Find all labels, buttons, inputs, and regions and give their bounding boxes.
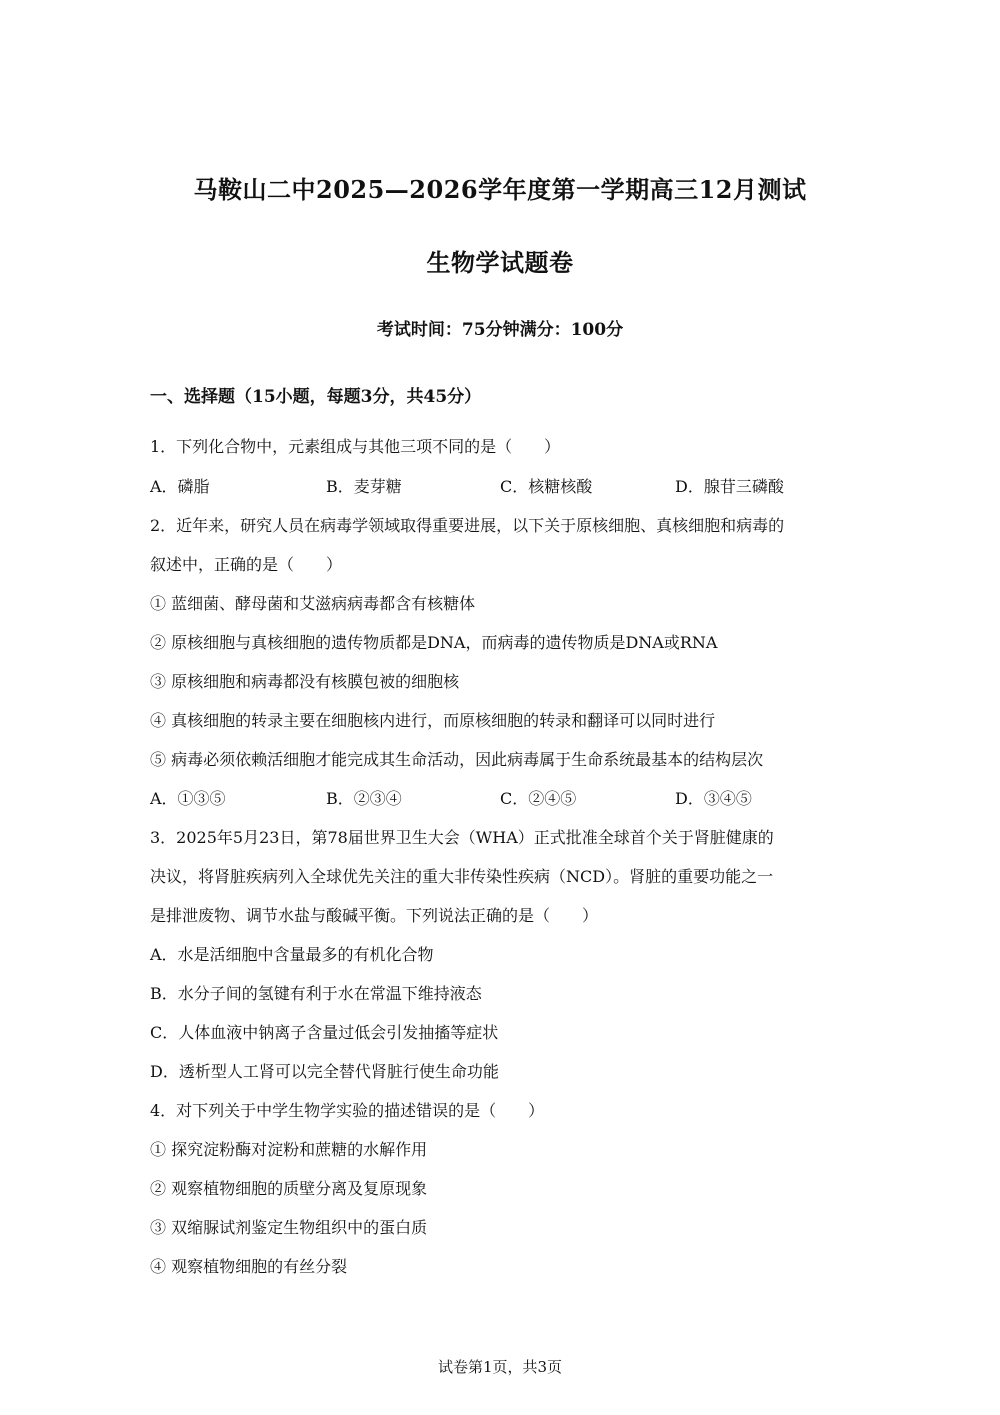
question-3-option-b: B．水分子间的氢键有利于水在常温下维持液态 (150, 984, 482, 1003)
question-2-stem-line-1: 2．近年来，研究人员在病毒学领域取得重要进展，以下关于原核细胞、真核细胞和病毒的 (150, 516, 785, 535)
question-4-statement-1: ① 探究淀粉酶对淀粉和蔗糖的水解作用 (150, 1140, 428, 1159)
question-4-statement-3: ③ 双缩脲试剂鉴定生物组织中的蛋白质 (150, 1218, 428, 1237)
question-4-stem: 4．对下列关于中学生物学实验的描述错误的是（ ） (150, 1101, 545, 1120)
option-c: C．核糖核酸 (500, 477, 593, 496)
page-footer: 试卷第1页，共3页 (437, 1358, 563, 1376)
question-2-options (150, 788, 860, 810)
question-3-option-a: A．水是活细胞中含量最多的有机化合物 (150, 945, 434, 964)
option-b: B．麦芽糖 (326, 477, 402, 496)
option-b: B．②③④ (326, 789, 402, 808)
exam-subtitle: 生物学试题卷 (426, 248, 574, 277)
option-a: A．①③⑤ (150, 789, 226, 808)
option-d: D．腺苷三磷酸 (675, 477, 784, 496)
question-3-stem-line-1: 3．2025年5月23日，第78届世界卫生大会（WHA）正式批准全球首个关于肾脏健康的 (150, 828, 774, 847)
question-1-stem: 1．下列化合物中，元素组成与其他三项不同的是（ ） (150, 437, 561, 456)
question-3-option-d: D．透析型人工肾可以完全替代肾脏行使生命功能 (150, 1062, 499, 1081)
option-d: D．③④⑤ (675, 789, 752, 808)
question-3-option-c: C．人体血液中钠离子含量过低会引发抽搐等症状 (150, 1023, 499, 1042)
question-3-stem-line-2: 决议，将肾脏疾病列入全球优先关注的重大非传染性疾病（NCD）。肾脏的重要功能之一 (150, 867, 774, 886)
question-2-statement-1: ① 蓝细菌、酵母菌和艾滋病病毒都含有核糖体 (150, 594, 476, 613)
question-2-stem-line-2: 叙述中，正确的是（ ） (150, 555, 343, 574)
question-4-statement-2: ② 观察植物细胞的质壁分离及复原现象 (150, 1179, 428, 1198)
question-2-statement-5: ⑤ 病毒必须依赖活细胞才能完成其生命活动，因此病毒属于生命系统最基本的结构层次 (150, 750, 764, 769)
option-c: C．②④⑤ (500, 789, 577, 808)
section-heading: 一、选择题（15小题，每题3分，共45分） (150, 387, 482, 407)
exam-info: 考试时间：75分钟满分：100分 (376, 320, 624, 340)
question-3-stem-line-3: 是排泄废物、调节水盐与酸碱平衡。下列说法正确的是（ ） (150, 906, 599, 925)
question-2-statement-4: ④ 真核细胞的转录主要在细胞核内进行，而原核细胞的转录和翻译可以同时进行 (150, 711, 716, 730)
exam-title: 马鞍山二中2025—2026学年度第一学期高三12月测试 (193, 175, 807, 204)
question-2-statement-3: ③ 原核细胞和病毒都没有核膜包被的细胞核 (150, 672, 460, 691)
option-a: A．磷脂 (150, 477, 210, 496)
question-1-options (150, 476, 860, 498)
question-4-statement-4: ④ 观察植物细胞的有丝分裂 (150, 1257, 348, 1276)
question-2-statement-2: ② 原核细胞与真核细胞的遗传物质都是DNA，而病毒的遗传物质是DNA或RNA (150, 633, 718, 652)
